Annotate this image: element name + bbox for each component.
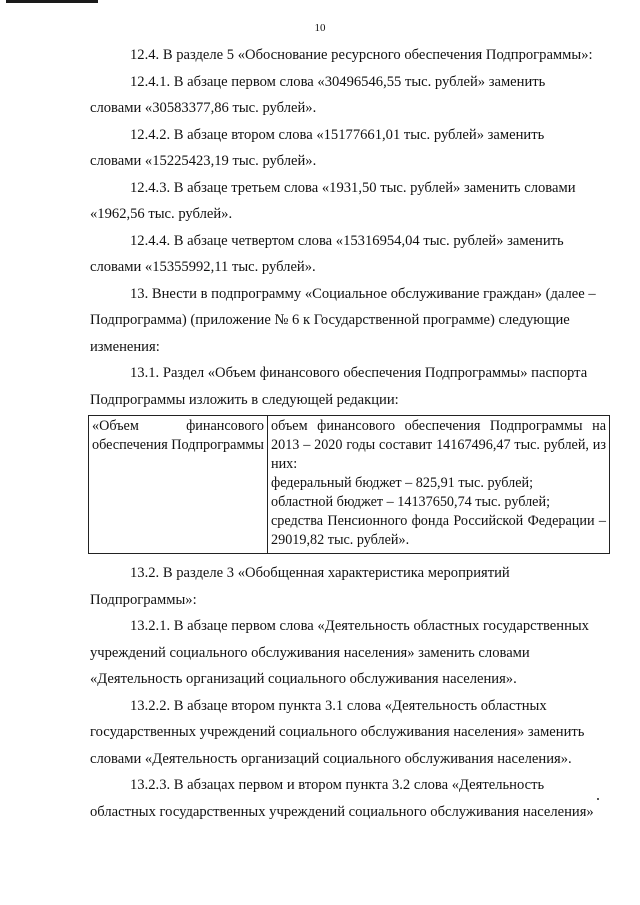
paragraph — [90, 560, 608, 613]
paragraph-line: 12.4.4. В абзаце четвертом слова «15316954,04 тыс. рублей» заменить — [130, 232, 564, 249]
amendments-section-12-13 — [90, 42, 608, 413]
paragraph-line: областных государственных учреждений социального обслуживания населения» — [90, 803, 594, 820]
paragraph-line: 13.2. В разделе 3 «Обобщенная характеристика мероприятий — [130, 565, 510, 581]
paragraph-line: «Деятельность организаций социального обслуживания населения». — [90, 671, 517, 687]
paragraph — [90, 613, 608, 693]
paragraph — [90, 228, 608, 281]
paragraph-line: словами «15225423,19 тыс. рублей». — [90, 153, 317, 169]
passport-table — [88, 415, 610, 554]
table-right-line: областной бюджет – 14137650,74 тыс. рублей; — [271, 494, 551, 510]
scan-edge-mark — [6, 0, 98, 3]
paragraph-line: изменения: — [90, 338, 160, 355]
paragraph-line: 12.4. В разделе 5 «Обоснование ресурсного обеспечения Подпрограммы»: — [130, 47, 593, 63]
paragraph-line: 12.4.1. В абзаце первом слова «30496546,55 тыс. рублей» заменить — [130, 73, 546, 90]
table-right-line: объем финансового обеспечения Подпрограммы на 2013 – 2020 годы составит 14167496,47 тыс. рублей, из них: — [271, 418, 606, 472]
paragraph-line: 13. Внести в подпрограмму «Социальное обслуживание граждан» (далее – — [130, 285, 596, 302]
paragraph-line: словами «Деятельность организаций социального обслуживания населения». — [90, 750, 572, 767]
paragraph — [90, 175, 608, 228]
table-left-cell: «Объем финансового обеспечения Подпрограммы — [89, 416, 268, 554]
paragraph-line: 12.4.2. В абзаце втором слова «15177661,01 тыс. рублей» заменить — [130, 126, 545, 143]
paragraph-line: словами «15355992,11 тыс. рублей». — [90, 259, 316, 275]
amendments-section-13-2 — [90, 560, 608, 825]
paragraph-line: 13.2.2. В абзаце втором пункта 3.1 слова «Деятельность областных — [130, 697, 547, 714]
paragraph-line: 12.4.3. В абзаце третьем слова «1931,50 тыс. рублей» заменить словами — [130, 179, 576, 196]
page-number: 10 — [314, 22, 326, 34]
paragraph-line: «1962,56 тыс. рублей». — [90, 206, 233, 222]
paragraph — [90, 772, 608, 825]
table-right-line: федеральный бюджет – 825,91 тыс. рублей; — [271, 475, 534, 491]
paragraph — [90, 281, 608, 361]
scan-speck — [597, 798, 599, 800]
paragraph-line: Подпрограмма) (приложение № 6 к Государственной программе) следующие — [90, 312, 570, 328]
table-right-cell — [268, 416, 610, 554]
paragraph-line: Подпрограммы»: — [90, 591, 197, 608]
paragraph — [90, 122, 608, 175]
table-right-line: средства Пенсионного фонда Российской Федерации – 29019,82 тыс. рублей». — [271, 513, 606, 548]
document-body — [90, 42, 608, 825]
table-row — [89, 416, 610, 554]
paragraph — [90, 69, 608, 122]
paragraph-line: Подпрограммы изложить в следующей редакции: — [90, 391, 399, 408]
paragraph-line: учреждений социального обслуживания населения» заменить словами — [90, 644, 530, 661]
paragraph-line: словами «30583377,86 тыс. рублей». — [90, 100, 317, 116]
paragraph — [90, 42, 608, 69]
paragraph-line: 13.2.1. В абзаце первом слова «Деятельность областных государственных — [130, 618, 589, 634]
paragraph-line: государственных учреждений социального обслуживания населения» заменить — [90, 724, 585, 740]
paragraph-line: 13.2.3. В абзацах первом и втором пункта 3.2 слова «Деятельность — [130, 777, 545, 793]
paragraph — [90, 693, 608, 773]
paragraph-line: 13.1. Раздел «Объем финансового обеспечения Подпрограммы» паспорта — [130, 365, 588, 381]
paragraph — [90, 360, 608, 413]
